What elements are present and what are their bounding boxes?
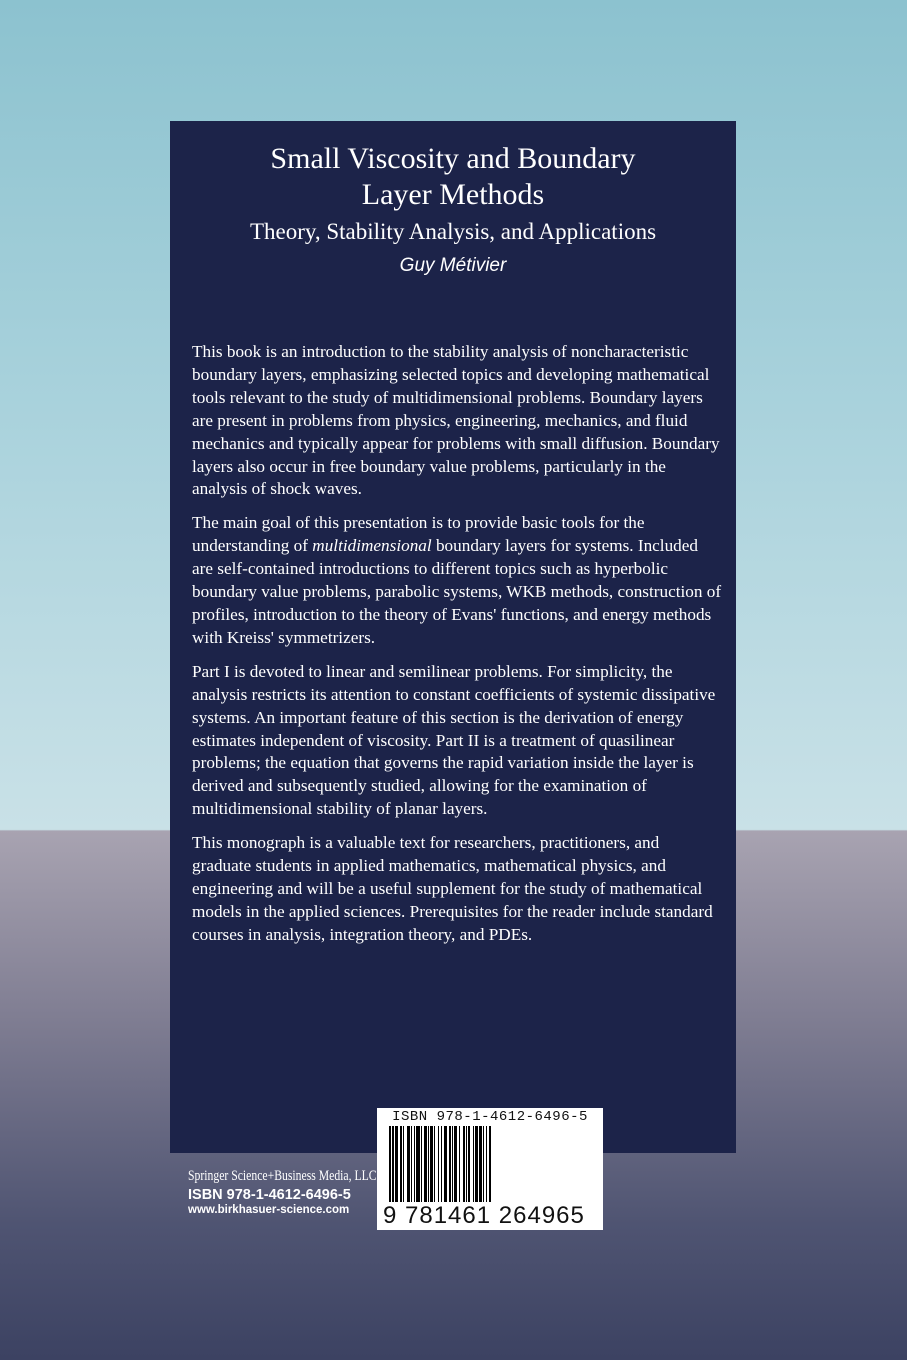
publisher-name: Springer Science+Business Media, LLC <box>188 1168 377 1184</box>
publisher-isbn: ISBN 978-1-4612-6496-5 <box>188 1187 351 1203</box>
barcode <box>377 1108 603 1230</box>
book-subtitle: Theory, Stability Analysis, and Applications <box>249 219 657 244</box>
book-title <box>170 141 736 213</box>
author-name: Guy Métivier <box>399 255 507 276</box>
paragraph-3: Part I is devoted to linear and semilinear problems. For simplicity, the analysis restricts its attention to constant coefficients of systemic dissipative systems. An important feature of this section is the derivation of energy estimates independent of viscosity. Part II is a treatment of quasilinear problems; the equation that governs the rapid variation inside the layer is derived and subsequently studied, allowing for the examination of multidimensional stability of planar layers. <box>192 661 716 819</box>
barcode-isbn-text: ISBN 978-1-4612-6496-5 <box>392 1109 588 1125</box>
paragraph-2 <box>192 512 722 649</box>
p2-italic-term: multidimensional <box>312 536 432 556</box>
publisher-url: www.birkhasuer-science.com <box>188 1204 350 1216</box>
p2-text-start: The main goal of this presentation is to provide basic tools for the understanding of <box>192 513 645 556</box>
barcode-bars <box>389 1126 589 1211</box>
barcode-digits <box>381 1202 587 1230</box>
paragraph-1: This book is an introduction to the stability analysis of noncharacteristic boundary layers, emphasizing selected topics and developing mathematical tools relevant to the study of multidimensional problems. Boundary layers are present in problems from physics, engineering, mechanics, and fluid mechanics and typically appear for problems with small diffusion. Boundary layers also occur in free boundary value problems, particularly in the analysis of shock waves. <box>192 342 720 499</box>
title-line-2: Layer Methods <box>361 178 545 211</box>
barcode-digits-text: 9 781461 264965 <box>383 1202 585 1229</box>
p2-text-end: boundary layers for systems. Included are self-contained introductions to different topics such as hyperbolic boundary value problems, parabolic systems, WKB methods, construction of profiles, introduction to the theory of Evans' functions, and energy methods with Kreiss' symmetrizers. <box>192 536 722 647</box>
description <box>192 341 722 958</box>
back-cover-panel <box>170 121 736 1153</box>
paragraph-4: This monograph is a valuable text for researchers, practitioners, and graduate students in applied mathematics, mathematical physics, and engineering and will be a useful supplement for the study of mathematical models in the applied sciences. Prerequisites for the reader include standard courses in analysis, integration theory, and PDEs. <box>192 833 713 944</box>
title-line-1: Small Viscosity and Boundary <box>270 142 636 175</box>
